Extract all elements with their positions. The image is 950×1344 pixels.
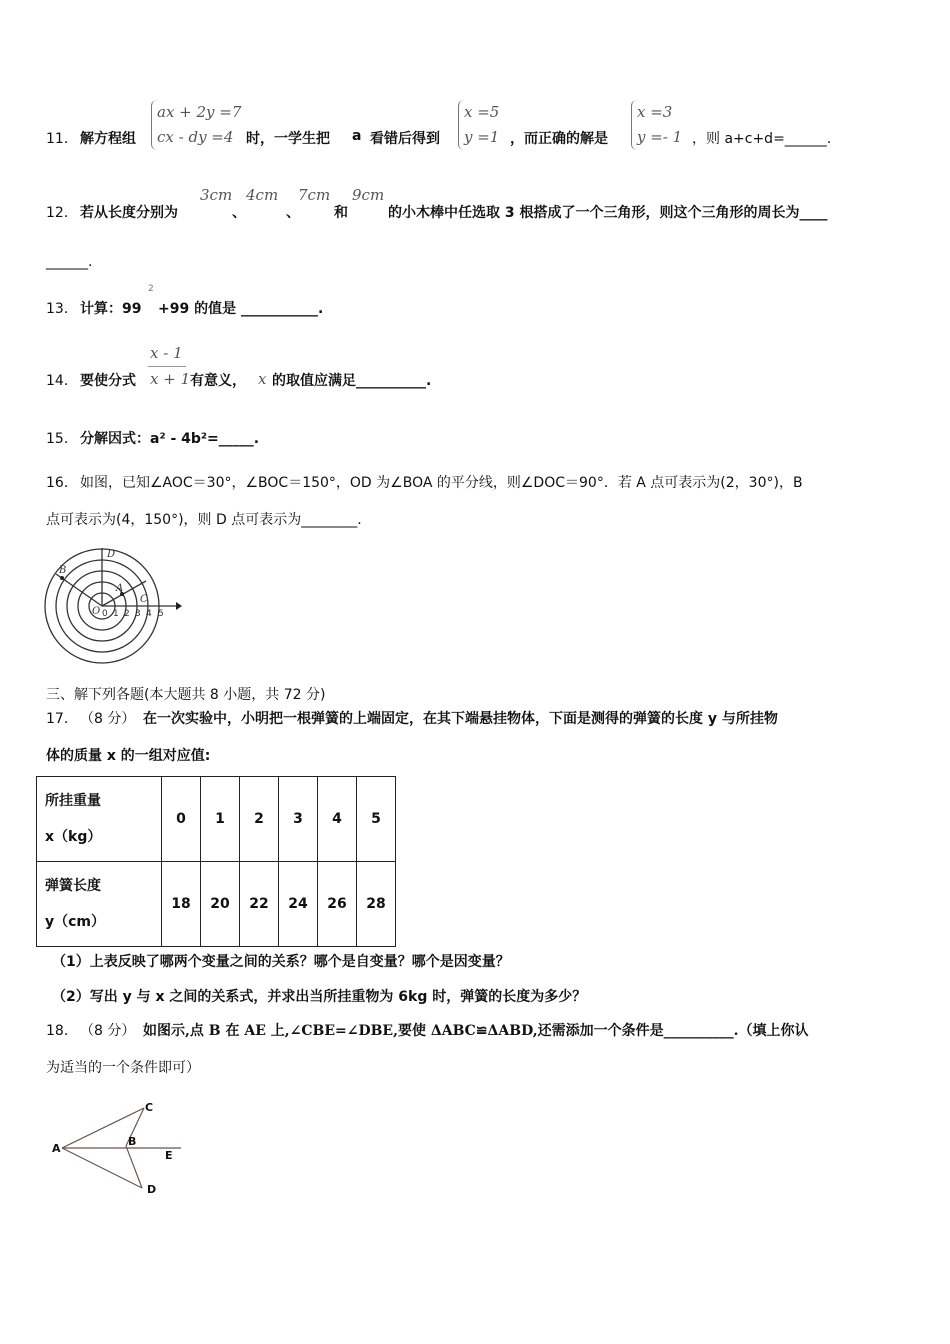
fraction-bar <box>148 366 186 367</box>
q18-line1: 如图示,点 B 在 AE 上,∠CBE=∠DBE,要使 ΔABC≌ΔABD,还需添加一个条件是__________.（填上你认 <box>143 1023 809 1039</box>
q11-text-mid3: ，而正确的解是 <box>510 131 608 147</box>
table-cell: 18 <box>162 862 201 947</box>
table-cell: 0 <box>162 777 201 862</box>
length-7cm: 7cm <box>298 186 331 204</box>
equation: cx - dy =4 <box>157 128 234 146</box>
equation: y =- 1 <box>637 128 683 146</box>
data-table <box>36 776 396 947</box>
q11-text-mid1: 时，一学生把 <box>246 131 330 147</box>
q15-text: 分解因式：a² - 4b²=_____. <box>80 431 260 447</box>
polar-coordinate-figure <box>42 544 187 664</box>
q11-number: 11． <box>46 131 78 147</box>
q18-score: （8 分） <box>80 1023 136 1039</box>
q13-number: 13． <box>46 301 78 317</box>
q17-subquestion-2: （2）写出 y 与 x 之间的关系式，并求出当所挂重物为 6kg 时，弹簧的长度为多少？ <box>52 989 587 1005</box>
q17-subquestion-1: （1）上表反映了哪两个变量之间的关系？哪个是自变量？哪个是因变量？ <box>52 954 510 970</box>
equation-system-1 <box>151 100 241 150</box>
label-o: O <box>92 606 101 617</box>
q14-text-pre: 要使分式 <box>80 373 136 389</box>
table-cell: 1 <box>201 777 240 862</box>
variable-x: x <box>258 370 267 388</box>
equation: y =1 <box>464 128 500 146</box>
q11-text-mid2: 看错后得到 <box>370 131 440 147</box>
equation-system-2 <box>458 100 499 150</box>
equation-system-3 <box>631 100 682 150</box>
length-3cm: 3cm <box>200 186 233 204</box>
q16-line2: 点可表示为(4，150°)，则 D 点可表示为________. <box>46 512 362 528</box>
separator: 、 <box>232 205 246 221</box>
separator: 、 <box>286 205 300 221</box>
label-b: B <box>128 1135 137 1148</box>
label-a: A <box>116 583 124 594</box>
label-b: B <box>59 565 67 576</box>
tick: 0 <box>102 609 108 619</box>
and-text: 和 <box>334 205 348 221</box>
q11-var-a: a <box>352 128 362 144</box>
row-header <box>37 777 162 862</box>
q12-text-pre: 若从长度分别为 <box>80 205 178 221</box>
table-cell: 20 <box>201 862 240 947</box>
table-cell: 4 <box>318 777 357 862</box>
q13-text-pre: 计算：99 <box>80 301 142 317</box>
header-line: 所挂重量 <box>45 793 101 809</box>
label-c: C <box>145 1101 154 1114</box>
header-line: 弹簧长度 <box>45 878 101 894</box>
header-line: x（kg） <box>45 829 102 845</box>
equation: x =3 <box>637 103 673 121</box>
row-header <box>37 862 162 947</box>
length-4cm: 4cm <box>246 186 279 204</box>
header-line: y（cm） <box>45 914 106 930</box>
section-heading: 三、解下列各题(本大题共 8 小题，共 72 分) <box>46 687 326 703</box>
label-e: E <box>165 1149 173 1162</box>
tick: 5 <box>158 609 164 619</box>
label-d: D <box>107 549 116 560</box>
q17-line2: 体的质量 x 的一组对应值: <box>46 748 211 764</box>
table-cell: 26 <box>318 862 357 947</box>
tick: 3 <box>135 609 141 619</box>
label-c: C <box>140 594 148 605</box>
q12-number: 12． <box>46 205 78 221</box>
q16-line1: 如图，已知∠AOC＝30°，∠BOC＝150°，OD 为∠BOA 的平分线，则∠DOC＝90°．若 A 点可表示为(2，30°)，B <box>80 475 803 491</box>
q17-number: 17． <box>46 711 78 727</box>
q16-number: 16． <box>46 475 78 491</box>
length-9cm: 9cm <box>352 186 385 204</box>
table-cell: 28 <box>357 862 396 947</box>
tick: 4 <box>146 609 152 619</box>
q15-number: 15． <box>46 431 78 447</box>
q11-text-end: ，则 a+c+d=______. <box>692 131 832 147</box>
fraction-denominator: x + 1 <box>150 370 191 388</box>
triangle-figure <box>48 1096 188 1196</box>
q18-line2: 为适当的一个条件即可） <box>46 1060 200 1076</box>
equation: ax + 2y =7 <box>157 103 242 121</box>
table-row <box>37 777 396 862</box>
table-cell: 2 <box>240 777 279 862</box>
label-a: A <box>52 1142 61 1155</box>
fraction-numerator: x - 1 <box>150 344 183 362</box>
exponent: 2 <box>148 284 154 294</box>
label-d: D <box>147 1183 157 1196</box>
table-cell: 24 <box>279 862 318 947</box>
q14-text-post: 的取值应满足__________. <box>272 373 432 389</box>
q17-score: （8 分） <box>80 711 136 727</box>
q13-text-post: +99 的值是 ___________. <box>158 301 324 317</box>
q14-text-mid: 有意义， <box>190 373 246 389</box>
table-cell: 22 <box>240 862 279 947</box>
q14-number: 14． <box>46 373 78 389</box>
q18-number: 18． <box>46 1023 78 1039</box>
equation: x =5 <box>464 103 500 121</box>
q11-text-pre: 解方程组 <box>80 131 136 147</box>
q17-line1: 在一次实验中，小明把一根弹簧的上端固定，在其下端悬挂物体，下面是测得的弹簧的长度 y 与所挂物 <box>143 711 778 727</box>
table-cell: 5 <box>357 777 396 862</box>
tick: 2 <box>124 609 130 619</box>
q12-text-post: 的小木棒中任选取 3 根搭成了一个三角形，则这个三角形的周长为____ <box>388 205 828 221</box>
q12-answer-line: ______. <box>46 254 93 270</box>
table-row <box>37 862 396 947</box>
table-cell: 3 <box>279 777 318 862</box>
tick: 1 <box>113 609 119 619</box>
